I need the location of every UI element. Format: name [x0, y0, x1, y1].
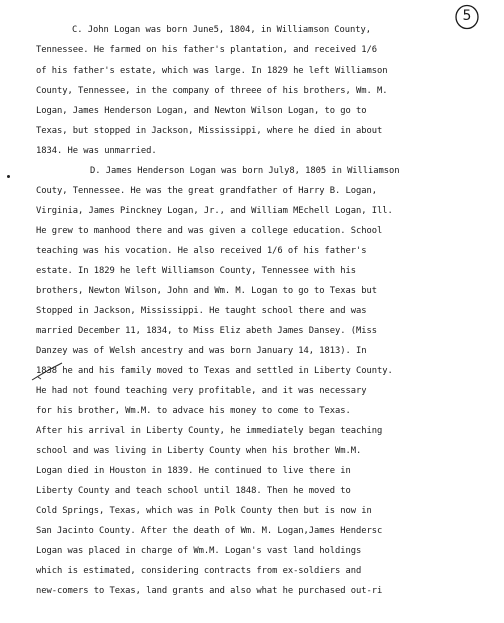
- text-line: Danzey was of Welsh ancestry and was born January 14, 1813). In: [36, 346, 367, 356]
- text-line: C. John Logan was born June5, 1804, in Williamson County,: [72, 25, 372, 35]
- text-line: brothers, Newton Wilson, John and Wm. M. Logan to go to Texas but: [36, 286, 378, 296]
- text-line: He grew to manhood there and was given a college education. School: [36, 226, 383, 236]
- text-line: Virginia, James Pinckney Logan, Jr., and William MEchell Logan, Ill.: [36, 206, 393, 216]
- text-line: Stopped in Jackson, Mississippi. He taught school there and was: [36, 306, 367, 316]
- text-line: teaching was his vocation. He also received 1/6 of his father's: [36, 246, 367, 256]
- text-line: new-comers to Texas, land grants and also what he purchased out-ri: [36, 586, 383, 596]
- text-line: school and was living in Liberty County when his brother Wm.M.: [36, 446, 362, 456]
- margin-dot: [7, 175, 10, 178]
- text-line: 1834. He was unmarried.: [36, 146, 157, 156]
- text-line: estate. In 1829 he left Williamson County, Tennessee with his: [36, 266, 357, 276]
- text-line: married December 11, 1834, to Miss Eliz abeth James Dansey. (Miss: [36, 326, 378, 336]
- text-line: Liberty County and teach school until 1848. Then he moved to: [36, 486, 351, 496]
- text-line: 1838 he and his family moved to Texas and settled in Liberty County.: [36, 366, 393, 376]
- text-line: D. James Henderson Logan was born July8, 1805 in Williamson: [90, 166, 400, 176]
- text-line: County, Tennessee, in the company of threee of his brothers, Wm. M.: [36, 86, 388, 96]
- text-line: Logan was placed in charge of Wm.M. Logan's vast land holdings: [36, 546, 362, 556]
- text-line: Couty, Tennessee. He was the great grandfather of Harry B. Logan,: [36, 186, 378, 196]
- text-line: He had not found teaching very profitable, and it was necessary: [36, 386, 367, 396]
- text-line: Cold Springs, Texas, which was in Polk County then but is now in: [36, 506, 372, 516]
- text-line: which is estimated, considering contracts from ex-soldiers and: [36, 566, 362, 576]
- text-line: Tennessee. He farmed on his father's plantation, and received 1/6: [36, 45, 378, 55]
- text-line: San Jacinto County. After the death of Wm. M. Logan,James Hendersc: [36, 526, 383, 536]
- page-number: [454, 4, 480, 30]
- text-line: Texas, but stopped in Jackson, Mississippi, where he died in about: [36, 126, 383, 136]
- text-line: for his brother, Wm.M. to advace his money to come to Texas.: [36, 406, 351, 416]
- page-number-text: 5: [462, 8, 472, 24]
- text-line: Logan, James Henderson Logan, and Newton Wilson Logan, to go to: [36, 106, 367, 116]
- text-line: Logan died in Houston in 1839. He continued to live there in: [36, 466, 351, 476]
- text-line: After his arrival in Liberty County, he immediately began teaching: [36, 426, 383, 436]
- text-line: of his father's estate, which was large. In 1829 he left Williamson: [36, 66, 388, 76]
